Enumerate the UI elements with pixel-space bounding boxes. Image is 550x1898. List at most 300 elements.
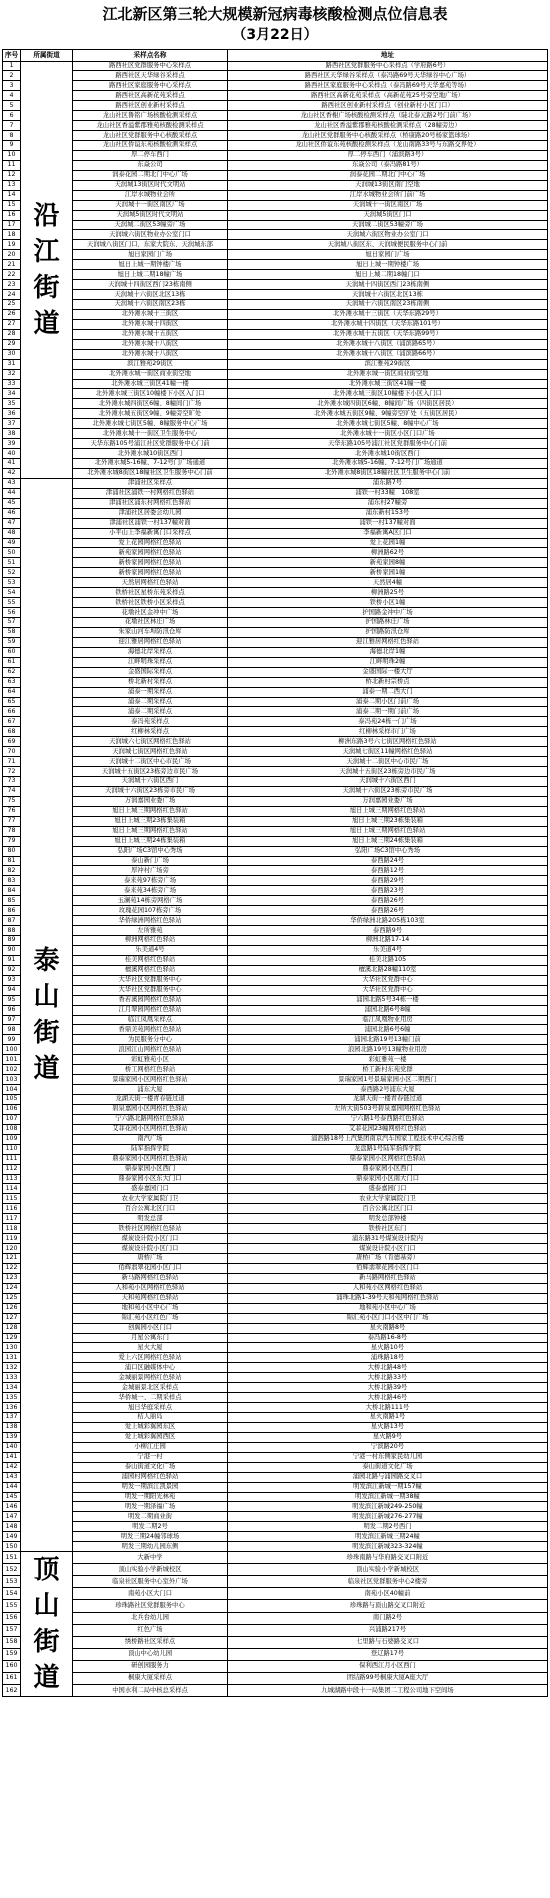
row-index: 39 xyxy=(3,439,21,449)
row-index: 75 xyxy=(3,796,21,806)
table-row xyxy=(3,200,548,210)
row-index: 17 xyxy=(3,220,21,230)
row-index: 9 xyxy=(3,141,21,151)
row-index: 101 xyxy=(3,1055,21,1065)
table-row xyxy=(3,439,548,449)
site-name-cell: 天润城十二街区中心市民广场 xyxy=(73,757,228,767)
address-cell: 宁港一村东侧家民幼儿园 xyxy=(228,1452,548,1462)
table-row xyxy=(3,995,548,1005)
row-index: 46 xyxy=(3,508,21,518)
site-name-cell: 北外滩水城十八街区 xyxy=(73,349,228,359)
site-name-cell: 创翼园小区门口 xyxy=(73,1323,228,1333)
table-row xyxy=(3,1015,548,1025)
row-index: 126 xyxy=(3,1303,21,1313)
row-index: 158 xyxy=(3,1636,21,1648)
table-row xyxy=(3,528,548,538)
site-name-cell: 爱上城彩翼园西区 xyxy=(73,1432,228,1442)
table-row xyxy=(3,1244,548,1254)
row-index: 7 xyxy=(3,121,21,131)
site-name-cell: 天润城十六街区北区13栋 xyxy=(73,290,228,300)
site-name-cell: 檀溪网格红色驿站 xyxy=(73,965,228,975)
address-cell: 浦泰二期小区门前广场 xyxy=(228,697,548,707)
table-row xyxy=(3,1522,548,1532)
table-row xyxy=(3,488,548,498)
address-cell: 润泰花园二期北门中心广场 xyxy=(228,170,548,180)
table-row xyxy=(3,936,548,946)
row-index: 84 xyxy=(3,886,21,896)
site-name-cell: 浦泰二期采样点 xyxy=(73,697,228,707)
table-row xyxy=(3,1174,548,1184)
row-index: 35 xyxy=(3,399,21,409)
row-index: 26 xyxy=(3,309,21,319)
row-index: 96 xyxy=(3,1005,21,1015)
address-cell: 北外滩水城四街区6幢、8幢间广场（四街区居民） xyxy=(228,399,548,409)
site-name-cell: 煤炭设计院小区门口 xyxy=(73,1244,228,1254)
address-cell: 华侨绿洲北路205栋103室 xyxy=(228,916,548,926)
row-index: 134 xyxy=(3,1383,21,1393)
street-cell: 顶山街道 xyxy=(21,1552,73,1697)
site-name-cell: 旭日家园门广场 xyxy=(73,250,228,260)
address-cell: 李福新寓A区门口 xyxy=(228,528,548,538)
table-row xyxy=(3,955,548,965)
table-row xyxy=(3,270,548,280)
table-row xyxy=(3,1134,548,1144)
row-index: 62 xyxy=(3,667,21,677)
table-row xyxy=(3,876,548,886)
site-name-cell: 浦东大厦 xyxy=(73,1085,228,1095)
header-cell-site-name: 采样点名称 xyxy=(73,50,228,62)
row-index: 61 xyxy=(3,657,21,667)
table-row xyxy=(3,1293,548,1303)
table-row xyxy=(3,1224,548,1234)
row-index: 81 xyxy=(3,856,21,866)
table-row xyxy=(3,677,548,687)
table-row xyxy=(3,588,548,598)
site-name-cell: 迎江雅居网格红色驿站 xyxy=(73,637,228,647)
site-name-cell: 新桥家园网格红色驿站 xyxy=(73,568,228,578)
table-row xyxy=(3,757,548,767)
address-cell: 彩虹雅苑一楼 xyxy=(228,1055,548,1065)
row-index: 1 xyxy=(3,61,21,71)
table-row xyxy=(3,478,548,488)
address-cell: 护国路林庄广场 xyxy=(228,618,548,628)
site-name-cell: 南苑小区大门口 xyxy=(73,1588,228,1600)
address-cell: 柳洲东路3号六七街区网格红色驿站 xyxy=(228,737,548,747)
address-cell: 金盛国际一楼大厅 xyxy=(228,667,548,677)
table-row xyxy=(3,598,548,608)
row-index: 23 xyxy=(3,280,21,290)
site-name-cell: 新马路网格红色驿站 xyxy=(73,1273,228,1283)
row-index: 110 xyxy=(3,1144,21,1154)
site-name-cell: 明发一期滨江凯景园 xyxy=(73,1482,228,1492)
site-name-cell: 小平山上李福新寓门口采样点 xyxy=(73,528,228,538)
table-row xyxy=(3,767,548,777)
site-name-cell: 临江凤凰采样点 xyxy=(73,1015,228,1025)
address-cell: 浦园北路19号13幢门前 xyxy=(228,1035,548,1045)
row-index: 77 xyxy=(3,816,21,826)
table-row xyxy=(3,1313,548,1323)
address-cell: 九城湖路中段十一局集团二工程公司地下空间场 xyxy=(228,1684,548,1696)
site-name-cell: 浦泰二期采样点 xyxy=(73,707,228,717)
site-name-cell: 鼎泰家园小区网格红色驿站 xyxy=(73,1154,228,1164)
table-row xyxy=(3,926,548,936)
site-name-cell: 天润城十一街区南区广场 xyxy=(73,200,228,210)
address-cell: 北外滩水城10街区西门 xyxy=(228,449,548,459)
address-cell: 天润城十六街区西门 xyxy=(228,777,548,787)
site-name-cell: 天润城十六街区23栋旁市民广场 xyxy=(73,786,228,796)
site-name-cell: 北外滩水城五街区9幢、9幢旁空旷处 xyxy=(73,409,228,419)
row-index: 83 xyxy=(3,876,21,886)
address-cell: 铁桥社区东门 xyxy=(228,1224,548,1234)
row-index: 76 xyxy=(3,806,21,816)
address-cell: 路西社区创业新村采样点（创业新村小区门口） xyxy=(228,101,548,111)
row-index: 121 xyxy=(3,1254,21,1264)
address-cell: 星火路9号 xyxy=(228,1432,548,1442)
table-row xyxy=(3,250,548,260)
row-index: 30 xyxy=(3,349,21,359)
table-row xyxy=(3,1194,548,1204)
row-index: 25 xyxy=(3,300,21,310)
table-row xyxy=(3,538,548,548)
site-name-cell: 研创园服务力 xyxy=(73,1660,228,1672)
address-cell: 北外滩水城十一街区小区门口广场 xyxy=(228,429,548,439)
row-index: 95 xyxy=(3,995,21,1005)
address-cell: 万润嘉园业委广场 xyxy=(228,796,548,806)
address-cell: 泰西路9号 xyxy=(228,926,548,936)
address-cell: 浦东路7号 xyxy=(228,478,548,488)
address-cell: 天润城十四街区西门23栋南侧 xyxy=(228,280,548,290)
row-index: 93 xyxy=(3,975,21,985)
address-cell: 星火路13号 xyxy=(228,1422,548,1432)
address-cell: 桥工新村东苑党群 xyxy=(228,1065,548,1075)
site-name-cell: 桔人丽岛 xyxy=(73,1413,228,1423)
row-index: 49 xyxy=(3,538,21,548)
page-title: 江北新区第三轮大规模新冠病毒核酸检测点位信息表 xyxy=(102,5,448,23)
address-cell: 人和苑小区网格红色驿站 xyxy=(228,1283,548,1293)
site-name-cell: 明发三期24幢邻球场 xyxy=(73,1532,228,1542)
table-row xyxy=(3,618,548,628)
site-name-cell: 铁桥社区网格红色驿站 xyxy=(73,1224,228,1234)
site-name-cell: 大华社区党群服务中心 xyxy=(73,975,228,985)
table-row xyxy=(3,657,548,667)
row-index: 82 xyxy=(3,866,21,876)
table-row xyxy=(3,727,548,737)
table-row xyxy=(3,220,548,230)
site-name-cell: 润泰花园二期北门中心广场 xyxy=(73,170,228,180)
row-index: 107 xyxy=(3,1114,21,1124)
table-row xyxy=(3,1532,548,1542)
table-row xyxy=(3,81,548,91)
table-row xyxy=(3,389,548,399)
table-row xyxy=(3,866,548,876)
table-row xyxy=(3,836,548,846)
table-row xyxy=(3,737,548,747)
table-row xyxy=(3,1552,548,1564)
address-cell: 新苑家园8幢 xyxy=(228,558,548,568)
site-name-cell: 天然居网格红色驿站 xyxy=(73,578,228,588)
site-name-cell: 北外滩水城十八街区 xyxy=(73,339,228,349)
table-row xyxy=(3,1085,548,1095)
table-row xyxy=(3,1333,548,1343)
row-index: 128 xyxy=(3,1323,21,1333)
table-row xyxy=(3,329,548,339)
site-name-cell: 旭日上城二期18幢广场 xyxy=(73,270,228,280)
table-row xyxy=(3,1432,548,1442)
address-cell: 明发滨江新城三期24幢 xyxy=(228,1532,548,1542)
address-cell: 左所大街503号碧泉嘉园网格红色驿站 xyxy=(228,1104,548,1114)
address-cell: 北外滩水城三街区10幢楼下小区入门口 xyxy=(228,389,548,399)
address-cell: 天然居4幢 xyxy=(228,578,548,588)
row-index: 99 xyxy=(3,1035,21,1045)
site-name-cell: 北外滩水城十四街区 xyxy=(73,319,228,329)
address-cell: 宁滨路20号 xyxy=(228,1442,548,1452)
site-name-cell: 旭日上城三期网格红色驿站 xyxy=(73,806,228,816)
site-name-cell: 北兵台幼儿园 xyxy=(73,1612,228,1624)
site-name-cell: 泰山街道文化广场 xyxy=(73,1462,228,1472)
address-cell: 浦珠北路1-39号天和苑网格红色驿站 xyxy=(228,1293,548,1303)
table-row xyxy=(3,1095,548,1105)
address-cell: 龙山社区党群服务中心核酸采样点（桥康路20号杨家篮球场） xyxy=(228,131,548,141)
table-row xyxy=(3,667,548,677)
address-cell: 浦园北路6号6幢 xyxy=(228,1025,548,1035)
address-cell: 农业大学家属院门卫 xyxy=(228,1194,548,1204)
row-index: 108 xyxy=(3,1124,21,1134)
row-index: 113 xyxy=(3,1174,21,1184)
address-cell: 宁六路1号泰西路红色驿站 xyxy=(228,1114,548,1124)
table-row xyxy=(3,1660,548,1672)
address-cell: 海德北岸1幢 xyxy=(228,647,548,657)
address-cell: 路西社区天华绿谷采样点（泰冯路69号天华绿谷中心广场） xyxy=(228,71,548,81)
site-name-cell: 北外滩水城四街区6幢、8幢间门广场 xyxy=(73,399,228,409)
table-row xyxy=(3,518,548,528)
address-cell: 北外滩水城8街区18幢社区卫生服务中心门前 xyxy=(228,468,548,478)
address-cell: 浦泰一期二西大门 xyxy=(228,687,548,697)
address-cell: 大桥北路48号 xyxy=(228,1363,548,1373)
site-name-cell: 乐美道4号 xyxy=(73,945,228,955)
row-index: 3 xyxy=(3,81,21,91)
table-row xyxy=(3,886,548,896)
site-name-cell: 香鼎美苑网格红色驿站 xyxy=(73,1025,228,1035)
row-index: 123 xyxy=(3,1273,21,1283)
address-cell: 旭日上城三期网格红色驿站 xyxy=(228,806,548,816)
site-name-cell: 旭日上城三期网格红色驿站 xyxy=(73,826,228,836)
site-name-cell: 泰来苑34栋旁广场 xyxy=(73,886,228,896)
table-row xyxy=(3,141,548,151)
site-name-cell: 海德北岸采样点 xyxy=(73,647,228,657)
address-cell: 明发二期2号西门 xyxy=(228,1522,548,1532)
address-cell: 护国路防汛仓库 xyxy=(228,627,548,637)
table-row xyxy=(3,1472,548,1482)
site-name-cell: 龙山社区党群服务中心核酸采样点 xyxy=(73,131,228,141)
table-row xyxy=(3,1005,548,1015)
table-row xyxy=(3,1234,548,1244)
table-row xyxy=(3,419,548,429)
table-row xyxy=(3,647,548,657)
site-name-cell: 泰冯苑采样点 xyxy=(73,717,228,727)
site-name-cell: 红柳林采样点 xyxy=(73,727,228,737)
row-index: 92 xyxy=(3,965,21,975)
site-name-cell: 宁港一村 xyxy=(73,1452,228,1462)
table-row xyxy=(3,300,548,310)
row-index: 78 xyxy=(3,826,21,836)
table-body xyxy=(3,50,548,1697)
table-row xyxy=(3,637,548,647)
table-row xyxy=(3,121,548,131)
site-name-cell: 花墩社区金冲中广场 xyxy=(73,608,228,618)
row-index: 127 xyxy=(3,1313,21,1323)
table-row xyxy=(3,687,548,697)
site-name-cell: 为民服务分中心 xyxy=(73,1035,228,1045)
row-index: 4 xyxy=(3,91,21,101)
address-cell: 旭日上城三期23栋集装箱 xyxy=(228,816,548,826)
table-row xyxy=(3,508,548,518)
row-index: 24 xyxy=(3,290,21,300)
address-cell: 地和苑小区中心广场 xyxy=(228,1303,548,1313)
address-cell: 天润城13街区南门空地 xyxy=(228,180,548,190)
site-name-cell: 鼎泰家园小区东大门口 xyxy=(73,1174,228,1184)
site-name-cell: 北外滩水城5-16幢、7-12号门广场通道 xyxy=(73,459,228,469)
site-name-cell: 龙山社区侨谊东苑核酸检测采样点 xyxy=(73,141,228,151)
address-cell: 檀溪北路28幢110室 xyxy=(228,965,548,975)
site-name-cell: 碧泉嘉园小区网格红色驿站 xyxy=(73,1104,228,1114)
site-name-cell: 珍珠路社区党群服务中心 xyxy=(73,1600,228,1612)
site-name-cell: 唐桥广场 xyxy=(73,1254,228,1264)
address-cell: 旭日上城一期钟楼广场 xyxy=(228,260,548,270)
address-cell: 旭日上城三期24栋集装箱 xyxy=(228,836,548,846)
site-name-cell: 爱上六区网格红色驿站 xyxy=(73,1353,228,1363)
table-row xyxy=(3,230,548,240)
table-row xyxy=(3,1303,548,1313)
address-cell: 明发滨江新城一期38幢 xyxy=(228,1492,548,1502)
address-cell: 浦珠路18号 xyxy=(228,1353,548,1363)
row-index: 38 xyxy=(3,429,21,439)
row-index: 114 xyxy=(3,1184,21,1194)
address-cell: 北外滩水城十四街区（天华东路101号） xyxy=(228,319,548,329)
row-index: 148 xyxy=(3,1522,21,1532)
row-index: 149 xyxy=(3,1532,21,1542)
row-index: 72 xyxy=(3,767,21,777)
address-cell: 北外滩水城5-16幢、7-12号门广场通道 xyxy=(228,459,548,469)
site-name-cell: 江月翠园网格红色驿站 xyxy=(73,1005,228,1015)
row-index: 103 xyxy=(3,1075,21,1085)
row-index: 14 xyxy=(3,190,21,200)
site-name-cell: 东焱公司 xyxy=(73,160,228,170)
row-index: 22 xyxy=(3,270,21,280)
address-cell: 浦东村27幢旁 xyxy=(228,498,548,508)
table-row xyxy=(3,1273,548,1283)
row-index: 79 xyxy=(3,836,21,846)
table-row xyxy=(3,1636,548,1648)
table-row xyxy=(3,468,548,478)
row-index: 27 xyxy=(3,319,21,329)
row-index: 65 xyxy=(3,697,21,707)
row-index: 67 xyxy=(3,717,21,727)
table-row xyxy=(3,1025,548,1035)
table-row xyxy=(3,1576,548,1588)
table-row xyxy=(3,806,548,816)
site-name-cell: 北外滩水城8街区18幢社区卫生服务中心门前 xyxy=(73,468,228,478)
site-name-cell: 天润城十六街区南区23栋 xyxy=(73,300,228,310)
site-name-cell: 天润城十五街区23栋旁边市民广场 xyxy=(73,767,228,777)
row-index: 147 xyxy=(3,1512,21,1522)
address-cell: 浦铁一村33幢 108室 xyxy=(228,488,548,498)
site-name-cell: 北外滩水城十一街区卫生服务中心 xyxy=(73,429,228,439)
site-name-cell: 龙湖天街一楼青春链过道 xyxy=(73,1095,228,1105)
address-cell: 星火南路1号 xyxy=(228,1413,548,1423)
table-row xyxy=(3,1542,548,1552)
site-name-cell: 旭日上城一期钟楼广场 xyxy=(73,260,228,270)
table-row xyxy=(3,846,548,856)
table-row xyxy=(3,1065,548,1075)
site-name-cell: 南汽广场 xyxy=(73,1134,228,1144)
row-index: 28 xyxy=(3,329,21,339)
address-cell: 龙山社区香溢紫郡雅苑核酸检测采样点（28幢旁边） xyxy=(228,121,548,131)
address-cell: 团结路99号桐康大厦A座大厅 xyxy=(228,1672,548,1684)
table-row xyxy=(3,1512,548,1522)
address-cell: 泰西路12号 xyxy=(228,866,548,876)
table-row xyxy=(3,240,548,250)
site-name-cell: 天润城十四街区西门23栋南侧 xyxy=(73,280,228,290)
site-name-cell: 铁桥社区铁桥小区采样点 xyxy=(73,598,228,608)
row-index: 55 xyxy=(3,598,21,608)
table-row xyxy=(3,1184,548,1194)
row-index: 98 xyxy=(3,1025,21,1035)
row-index: 74 xyxy=(3,786,21,796)
address-cell: 迎江雅居网格红色驿站 xyxy=(228,637,548,647)
table-row xyxy=(3,359,548,369)
row-index: 119 xyxy=(3,1234,21,1244)
address-cell: 艾菲花园23幢网格红色驿站 xyxy=(228,1124,548,1134)
address-cell: 泰西路2号浦东大厦 xyxy=(228,1085,548,1095)
row-index: 87 xyxy=(3,916,21,926)
table-row xyxy=(3,1588,548,1600)
row-index: 20 xyxy=(3,250,21,260)
row-index: 64 xyxy=(3,687,21,697)
row-index: 125 xyxy=(3,1293,21,1303)
site-name-cell: 北外滩水城十五街区 xyxy=(73,329,228,339)
table-row xyxy=(3,409,548,419)
row-index: 40 xyxy=(3,449,21,459)
site-name-cell: 香若溪园网格红色驿站 xyxy=(73,995,228,1005)
site-name-cell: 津浦社区浦铁一村网格红色驿站 xyxy=(73,488,228,498)
address-cell: 北外滩水城五街区9幢、9幢旁空旷处（五街区居民） xyxy=(228,409,548,419)
row-index: 70 xyxy=(3,747,21,757)
row-index: 141 xyxy=(3,1452,21,1462)
table-row xyxy=(3,101,548,111)
row-index: 104 xyxy=(3,1085,21,1095)
site-name-cell: 新桥家园网格红色驿站 xyxy=(73,558,228,568)
row-index: 29 xyxy=(3,339,21,349)
table-row xyxy=(3,111,548,121)
row-index: 120 xyxy=(3,1244,21,1254)
address-cell: 柳洲北路17-14 xyxy=(228,936,548,946)
table-row xyxy=(3,280,548,290)
row-index: 10 xyxy=(3,150,21,160)
row-index: 57 xyxy=(3,618,21,628)
address-cell: 明发滨江新城323-324幢 xyxy=(228,1542,548,1552)
address-cell: 天润城八街区东、天润城便民服务中心门前 xyxy=(228,240,548,250)
address-cell: 百合公寓北区门口 xyxy=(228,1204,548,1214)
row-index: 130 xyxy=(3,1343,21,1353)
table-row xyxy=(3,1104,548,1114)
table-row xyxy=(3,1164,548,1174)
site-name-cell: 铁桥社区星桥东苑采样点 xyxy=(73,588,228,598)
table-row xyxy=(3,975,548,985)
site-name-cell: 百合公寓北区门口 xyxy=(73,1204,228,1214)
table-row xyxy=(3,91,548,101)
address-cell: 浦园北路6号8幢 xyxy=(228,1005,548,1015)
table-row xyxy=(3,1393,548,1403)
